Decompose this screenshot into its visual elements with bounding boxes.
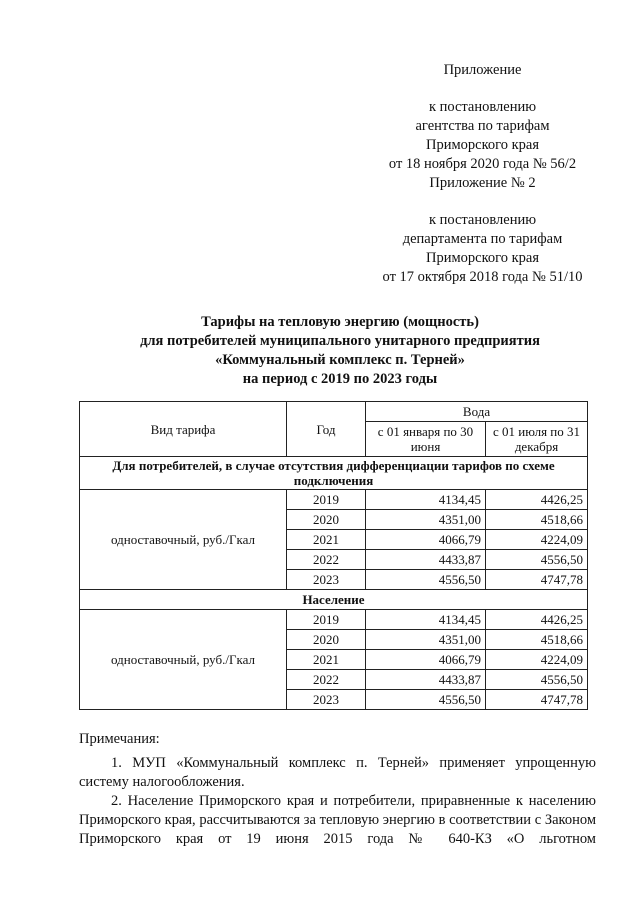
title-line3: «Коммунальный комплекс п. Терней» [215,352,465,368]
title-line1: Тарифы на тепловую энергию (мощность) [201,314,479,330]
section-title-row [80,590,588,610]
year-cell: 2021 [287,530,366,550]
appendix-2-line1: к постановлению [428,212,537,228]
table-row [80,490,588,510]
notes-heading: Примечания: [79,731,160,747]
h2-value-cell: 4747,78 [486,690,588,710]
year-cell: 2023 [287,570,366,590]
section-title-row [80,457,588,490]
h1-value-cell: 4433,87 [366,550,486,570]
note-2: 2. Население Приморского края и потребители, приравненные к населению Приморского края, рассчитываются за тепловую энергию в соответствии с Законом Приморского края от 19 июня 2015 года № 640-КЗ «О льготном [79,793,596,847]
appendix-2-line2: департамента по тарифам [402,231,563,247]
h2-value-cell: 4426,25 [486,490,588,510]
year-cell: 2019 [287,490,366,510]
appendix-1-line1: к постановлению [428,99,537,115]
appendix-2-line3: Приморского края [425,250,539,266]
appendix-1-line2: агентства по тарифам [415,118,550,134]
header-period-2: с 01 июля по 31 декабря [486,422,588,457]
appendix-1-title: Приложение [443,62,522,78]
h2-value-cell: 4556,50 [486,670,588,690]
table-row [80,610,588,630]
h2-value-cell: 4518,66 [486,630,588,650]
h2-value-cell: 4224,09 [486,650,588,670]
section-1-tariff-type: одноставочный, руб./Гкал [80,490,287,590]
h1-value-cell: 4556,50 [366,570,486,590]
year-cell: 2021 [287,650,366,670]
header-water: Вода [366,402,588,422]
h2-value-cell: 4747,78 [486,570,588,590]
title-line2: для потребителей муниципального унитарного предприятия [140,333,540,349]
tariff-table [79,401,588,710]
h1-value-cell: 4066,79 [366,650,486,670]
appendix-2-block [360,174,605,287]
h1-value-cell: 4134,45 [366,610,486,630]
section-2-title: Население [80,590,588,610]
year-cell: 2020 [287,630,366,650]
h1-value-cell: 4351,00 [366,510,486,530]
document-title [60,313,620,389]
year-cell: 2023 [287,690,366,710]
h1-value-cell: 4433,87 [366,670,486,690]
header-period-1: с 01 января по 30 июня [366,422,486,457]
h1-value-cell: 4556,50 [366,690,486,710]
h2-value-cell: 4556,50 [486,550,588,570]
year-cell: 2022 [287,670,366,690]
h2-value-cell: 4426,25 [486,610,588,630]
header-year: Год [287,402,366,457]
h2-value-cell: 4224,09 [486,530,588,550]
section-2-tariff-type: одноставочный, руб./Гкал [80,610,287,710]
appendix-1-line4: от 18 ноября 2020 года № 56/2 [388,156,577,172]
year-cell: 2020 [287,510,366,530]
section-1-title: Для потребителей, в случае отсутствия дифференциации тарифов по схеме подключения [80,457,588,490]
appendix-2-title: Приложение № 2 [429,175,536,191]
h1-value-cell: 4134,45 [366,490,486,510]
appendix-1-block [360,61,605,174]
notes-block [79,730,596,849]
h1-value-cell: 4351,00 [366,630,486,650]
appendix-2-line4: от 17 октября 2018 года № 51/10 [382,269,583,285]
note-1: 1. МУП «Коммунальный комплекс п. Терней» применяет упрощенную систему налогообложения. [79,755,596,790]
h1-value-cell: 4066,79 [366,530,486,550]
appendix-1-line3: Приморского края [425,137,539,153]
h2-value-cell: 4518,66 [486,510,588,530]
year-cell: 2022 [287,550,366,570]
year-cell: 2019 [287,610,366,630]
header-tariff-type: Вид тарифа [80,402,287,457]
table-header-row [80,402,588,422]
title-line4: на период с 2019 по 2023 годы [242,371,438,387]
